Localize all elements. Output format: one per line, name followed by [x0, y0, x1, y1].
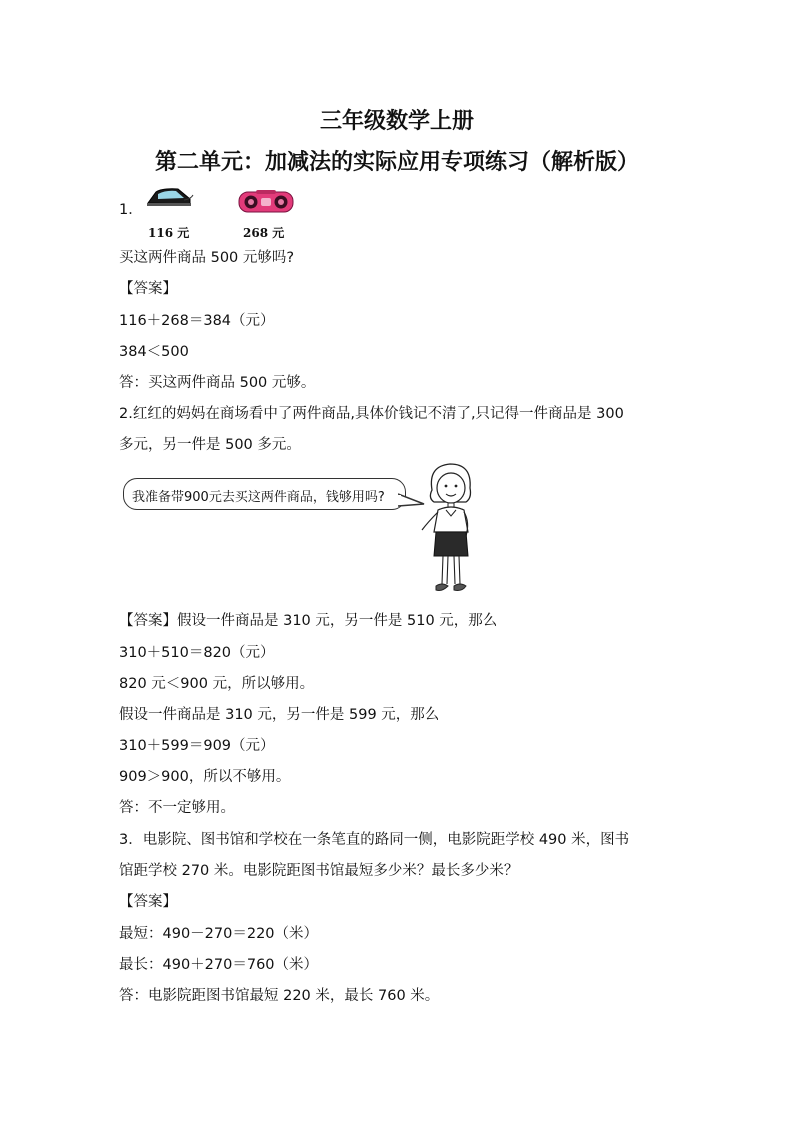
q1-answer-line: 384＜500 [119, 344, 189, 360]
speech-bubble [123, 478, 406, 510]
answer-label-1: 【答案】 [119, 281, 177, 297]
speech-bubble-text: 我准备带900元去买这两件商品，钱够用吗? [132, 490, 385, 505]
document-title: 三年级数学上册 [319, 109, 474, 134]
answer-label-3: 【答案】 [119, 894, 177, 910]
q2-answer-line: 假设一件商品是 310 元，另一件是 599 元，那么 [119, 707, 440, 723]
q2-answer-line: 820 元＜900 元，所以够用。 [119, 676, 315, 692]
q3-answer-line: 最长：490＋270＝760（米） [119, 957, 319, 973]
document-subtitle: 第二单元：加减法的实际应用专项练习（解析版） [154, 150, 639, 175]
radio-icon [236, 188, 296, 214]
q3-answer-line: 答：电影院距图书馆最短 220 米，最长 760 米。 [119, 988, 440, 1004]
question-1-text: 买这两件商品 500 元够吗? [119, 250, 295, 266]
q3-answer-line: 最短：490－270＝220（米） [119, 926, 319, 942]
q2-answer-first-line: 【答案】假设一件商品是 310 元，另一件是 510 元，那么 [119, 613, 498, 629]
question-3-text-line1: 3．电影院、图书馆和学校在一条笔直的路同一侧，电影院距学校 490 米，图书 [119, 832, 630, 848]
question-2-text-line1: 2.红红的妈妈在商场看中了两件商品,具体价钱记不清了,只记得一件商品是 300 [119, 406, 624, 422]
question-3-text-line2: 馆距学校 270 米。电影院距图书馆最短多少米？最长多少米？ [119, 863, 519, 879]
q2-answer-line: 310＋510＝820（元） [119, 645, 275, 661]
q2-answer-line: 909＞900，所以不够用。 [119, 769, 291, 785]
girl-illustration [412, 460, 490, 600]
q1-answer-line: 答：买这两件商品 500 元够。 [119, 375, 316, 391]
q2-answer-line: 310＋599＝909（元） [119, 738, 275, 754]
question-1-number: 1． [119, 202, 143, 218]
iron-icon [144, 183, 194, 211]
question-2-text-line2: 多元，另一件是 500 多元。 [119, 437, 301, 453]
item-2-price: 268 元 [243, 226, 285, 240]
q1-answer-line: 116＋268＝384（元） [119, 313, 275, 329]
q2-answer-line: 答：不一定够用。 [119, 800, 235, 816]
item-1-price: 116 元 [148, 226, 190, 240]
